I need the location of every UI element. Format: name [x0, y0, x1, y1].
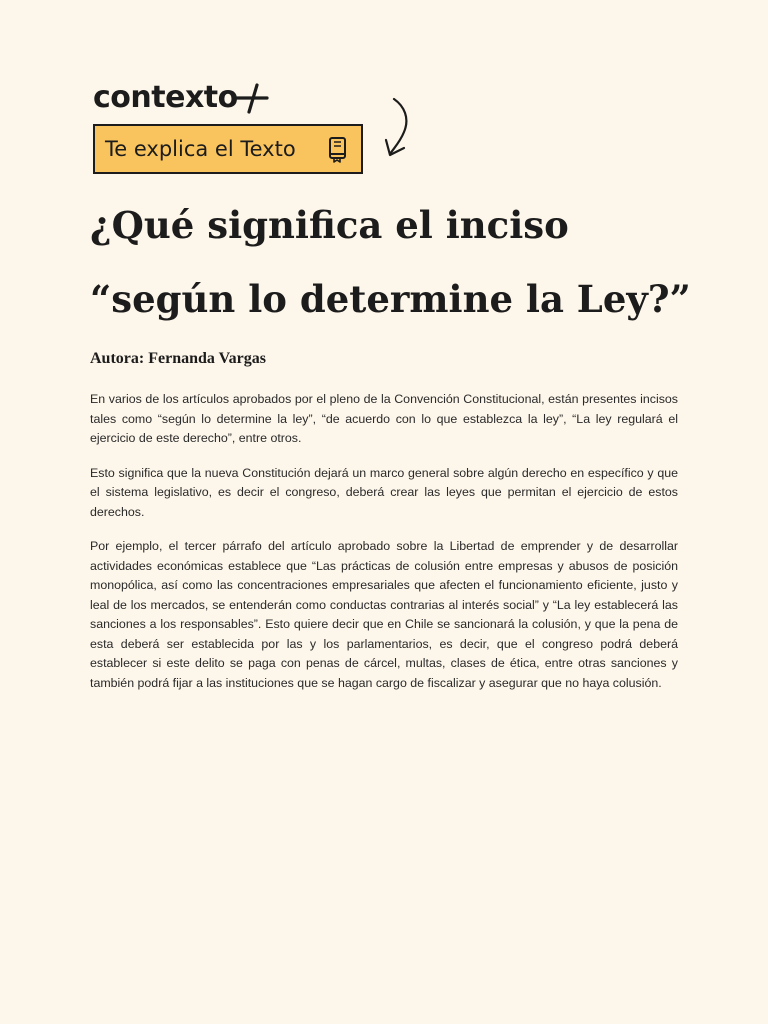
author-line: Autora: Fernanda Vargas [90, 350, 267, 367]
curved-arrow-down-icon [380, 96, 416, 162]
brand-logo [93, 78, 269, 118]
plus-mark-icon [235, 81, 269, 115]
title-line-2: “según lo determine la Ley?” [90, 277, 691, 321]
explains-text-badge [93, 124, 363, 174]
title-line-1: ¿Qué significa el inciso [90, 203, 569, 247]
article-body [90, 390, 678, 708]
badge-label: Te explica el Texto [105, 137, 296, 161]
logo-text: contexto [93, 80, 238, 115]
paragraph: Esto significa que la nueva Constitución dejará un marco general sobre algún derecho en específico y que el sistema legislativo, es decir el congreso, deberá crear las leyes que permitan el ejercicio de estos derechos. [90, 465, 678, 519]
paragraph: Por ejemplo, el tercer párrafo del artículo aprobado sobre la Libertad de emprender y de desarrollar actividades económicas establece que “Las prácticas de colusión entre empresas y abusos de posición monopólica, así como las concentraciones empresariales que afecten el funcionamiento eficiente, justo y leal de los mercados, se entenderán como conductas contrarias al interés social” y “La ley establecerá las sanciones a los responsables”. Esto quiere decir que en Chile se sancionará la colusión, y que la pena de esta deberá ser establecida por las y los parlamentarios, es decir, que el congreso podrá deberá establecer si este delito se paga con penas de cárcel, multas, clases de ética, entre otras sanciones y también podrá fijar a las instituciones que se hagan cargo de fiscalizar y asegurar que no haya colusión. [90, 539, 678, 690]
page-title [90, 188, 730, 336]
paragraph: En varios de los artículos aprobados por el pleno de la Convención Constitucional, están presentes incisos tales como “según lo determine la ley”, “de acuerdo con lo que establezca la ley”, “La ley regulará el ejercicio de este derecho”, entre otros. [90, 392, 678, 445]
book-icon [327, 136, 349, 164]
